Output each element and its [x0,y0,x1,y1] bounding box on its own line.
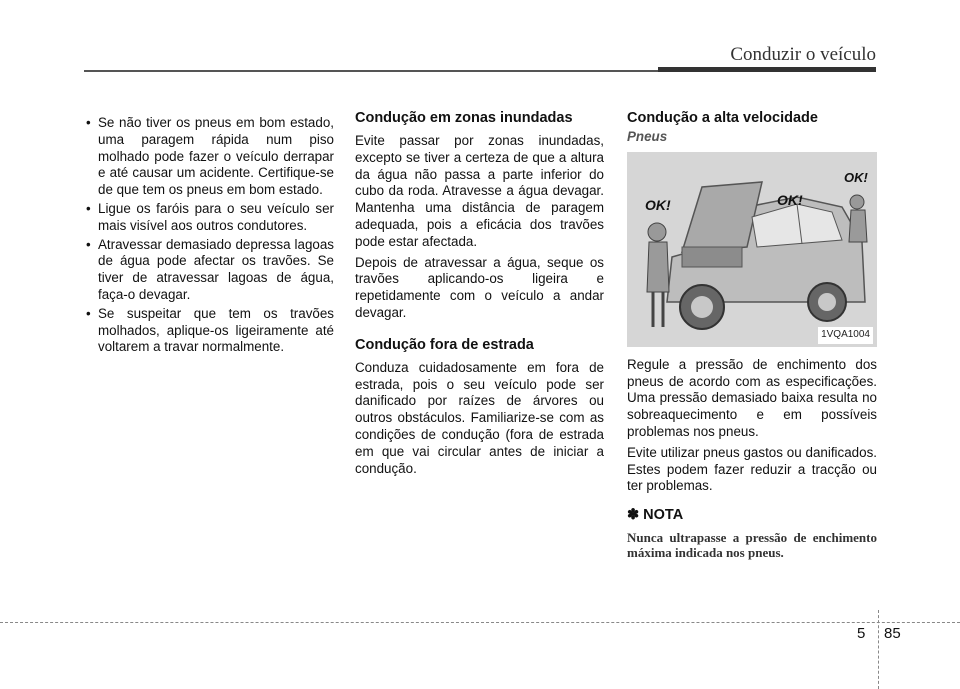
ok-label: OK! [645,196,671,213]
bullet-icon: • [86,200,91,216]
list-item-text: Se suspeitar que tem os travões molhados, aplique-os ligeiramente até voltarem a travar normalmente. [98,305,334,355]
column-2 [355,109,604,481]
paragraph: Evite utilizar pneus gastos ou danificados. Estes podem fazer reduzir a tracção ou ter problemas. [627,444,877,494]
bullet-list [84,115,334,356]
list-item-text: Atravessar demasiado depressa lagoas de água pode afectar os travões. Se tiver de atravessar lagoas de água, faça-o devagar. [98,236,334,302]
paragraph: Conduza cuidadosamente em fora de estrada, pois o seu veículo pode ser danificado por raízes de árvores ou outros obstáculos. Familiarize-se com as condições de condução (fora de estrada em que vai circular antes de iniciar a condução. [355,359,604,476]
list-item [84,306,334,356]
figure-code: 1VQA1004 [818,327,873,344]
car-illustration-icon [627,152,877,347]
chapter-number: 5 [857,625,866,642]
ok-label: OK! [777,191,803,208]
bullet-icon: • [86,305,91,321]
list-item [84,237,334,304]
note-title: ✽ NOTA [627,507,684,524]
paragraph: Regule a pressão de enchimento dos pneus de acordo com as especificações. Uma pressão demasiado baixa resulta no sobreaquecimento e em possíveis problemas nos pneus. [627,356,877,439]
note-text: Nunca ultrapasse a pressão de enchimento máxima indicada nos pneus. [627,529,877,560]
section-heading-high-speed: Condução a alta velocidade [627,110,818,126]
list-item [84,115,334,199]
list-item-text: Ligue os faróis para o seu veículo ser mais visível aos outros condutores. [98,200,334,233]
bullet-icon: • [86,115,91,130]
tyre-check-illustration [627,152,877,347]
header-rule-accent [658,67,876,72]
page-number: 85 [884,625,901,642]
footer-divider [878,610,879,689]
bullet-icon: • [86,236,91,252]
column-3 [627,109,877,560]
paragraph: Evite passar por zonas inundadas, excepto se tiver a certeza de que a altura da água não passa a parte inferior do cubo da roda. Atravesse a água devagar. Mantenha uma distância de paragem adequada, pois a eficácia dos travões pode estar afectada. [355,133,604,249]
section-heading-offroad: Condução fora de estrada [355,336,534,353]
subheading-tyres: Pneus [627,129,668,144]
column-1 [84,109,334,358]
paragraph: Depois de atravessar a água, seque os travões aplicando-os ligeira e repetidamente com o veículo a andar devagar. [355,254,604,320]
section-heading-flooded: Condução em zonas inundadas [355,110,573,126]
ok-label: OK! [844,169,868,185]
footer-rule [0,622,960,623]
page-header-title: Conduzir o veículo [730,44,876,65]
list-item [84,201,334,235]
list-item-text: Se não tiver os pneus em bom estado, uma paragem rápida num piso molhado pode fazer o veículo derrapar e até causar um acidente. Certifique-se de que tem os pneus em bom estado. [98,115,334,198]
